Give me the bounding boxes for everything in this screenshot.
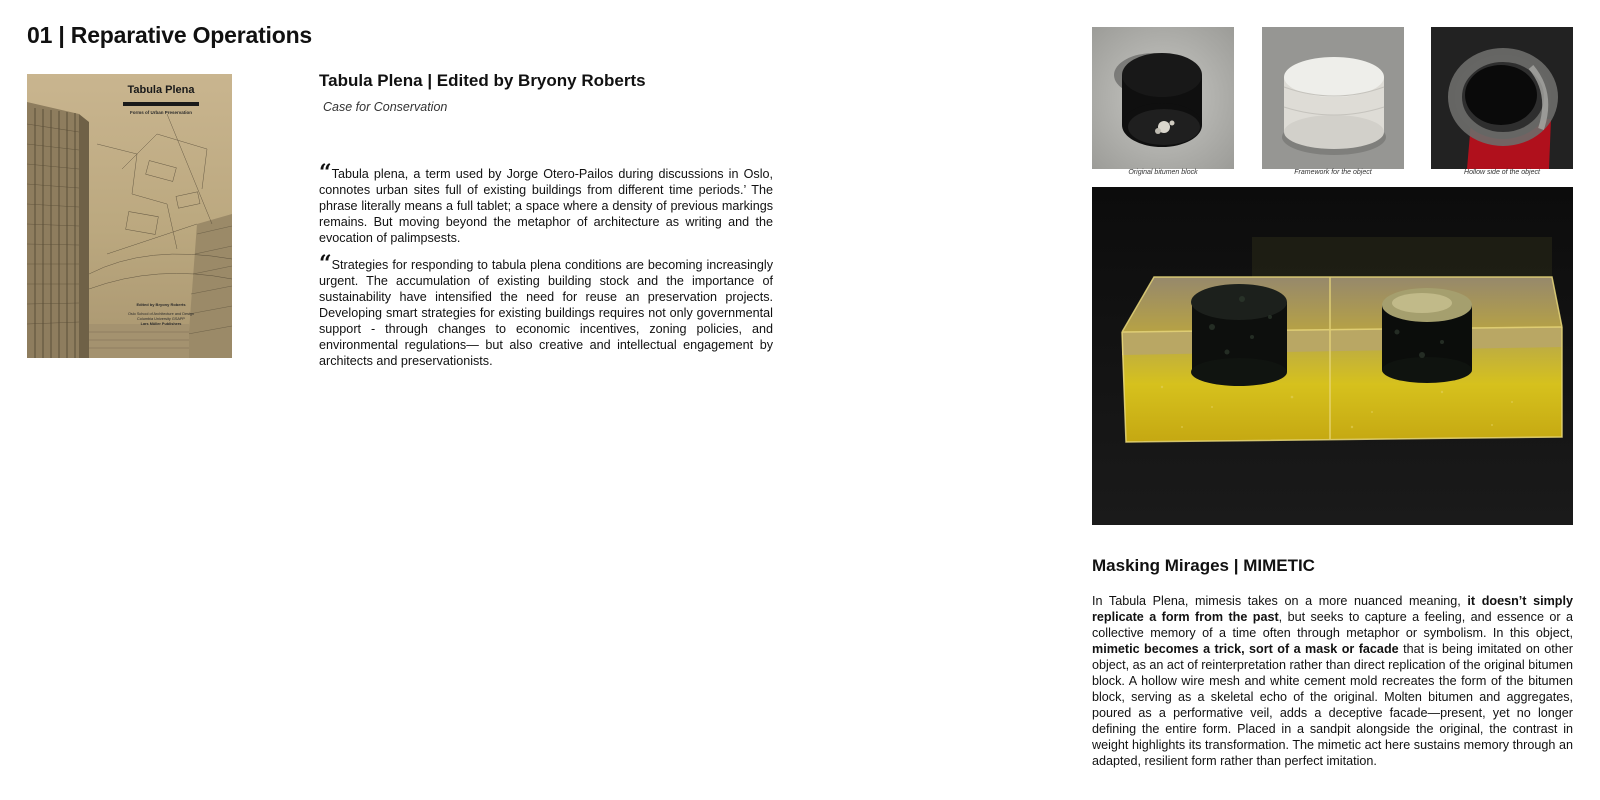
masking-heading: Masking Mirages | MIMETIC <box>1092 556 1315 575</box>
book-cover-school-line-2: Columbia University GSAPP <box>137 317 185 322</box>
book-cover-image <box>27 74 232 358</box>
book-subheading: Case for Conservation <box>323 100 448 114</box>
book-heading: Tabula Plena | Edited by Bryony Roberts <box>319 71 646 90</box>
quote-text: Tabula plena, a term used by Jorge Otero-Pailos during discussions in Oslo, connotes urban sites full of existing buildings from different time periods.’ The phrase literally means a full tablet; a space where a density of previous markings remains. But moving beyond the metaphor of architecture as writing and the evocation of palimpsests. <box>319 167 773 245</box>
book-cover-editor: Edited by Bryony Roberts <box>136 302 186 307</box>
quote-paragraph <box>319 160 773 246</box>
masking-bold-text: mimetic becomes a trick, sort of a mask or facade <box>1092 642 1399 656</box>
book-cover-bar <box>123 102 199 106</box>
masking-text: , but seeks to capture a feeling, and essence or a collective memory of a time often through metaphor or symbolism. In this object, <box>1092 610 1573 640</box>
book-cover-subtitle: Forms of Urban Preservation <box>129 110 192 115</box>
photo-caption: Hollow side of the object <box>1464 169 1540 176</box>
photo-original-bitumen-block <box>1092 27 1234 169</box>
photo-sandpit-installation <box>1092 187 1573 525</box>
book-cover-publisher: Lars Müller Publishers <box>140 322 182 327</box>
quote-mark-icon: “ <box>319 160 332 186</box>
book-cover-school <box>91 312 231 327</box>
photo-framework-for-object <box>1262 27 1404 169</box>
photo-hollow-side-of-object <box>1431 27 1573 169</box>
masking-paragraph <box>1092 593 1573 769</box>
masking-bold-text: it doesn’t simply replicate a form from the past <box>1092 594 1573 624</box>
quote-text: Strategies for responding to tabula plena conditions are becoming increasingly urgent. The accumulation of existing building stock and the importance of sustainability have intensified the need for reuse an preservation projects. Developing smart strategies for existing buildings requires not only governmental support - through changes to economic incentives, zoning policies, and environmental regulations— but also creative and intellectual engagement by architects and preservationists. <box>319 258 773 368</box>
masking-text: In Tabula Plena, mimesis takes on a more nuanced meaning, <box>1092 594 1468 608</box>
quote-paragraph <box>319 251 773 369</box>
book-cover-title: Tabula Plena <box>127 84 195 96</box>
masking-text: that is being imitated on other object, as an act of reinterpretation rather than direct replication of the original bitumen block. A hollow wire mesh and white cement mold recreates the form of the bitumen block, serving as a skeletal echo of the original. Molten bitumen and aggregates, poured as a performative veil, adds a deceptive facade—present, yet no longer defining the entire form. Placed in a sandpit alongside the original, the contrast in weight highlights its transformation. The mimetic act here sustains memory through an adapted, resilient form rather than perfect imitation. <box>1092 642 1573 768</box>
book-cover-school-line-1: Oslo School of Architecture and Design <box>127 312 195 316</box>
photo-caption: Original bitumen block <box>1128 169 1198 176</box>
section-title: 01 | Reparative Operations <box>27 22 313 48</box>
photo-caption: Framework for the object <box>1294 169 1372 176</box>
quote-mark-icon: “ <box>319 251 332 277</box>
